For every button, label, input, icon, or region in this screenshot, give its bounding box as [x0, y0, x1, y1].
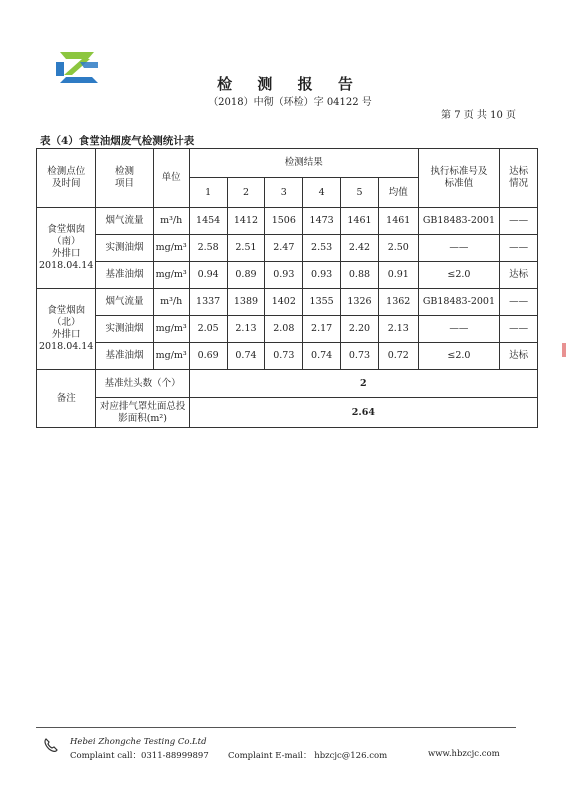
value-cell: 0.89: [227, 262, 265, 289]
table-row: [37, 235, 538, 262]
standard-cell: GB18483-2001: [418, 289, 499, 316]
header-results: 检测结果: [189, 149, 418, 178]
ink-mark: [562, 343, 566, 357]
value-cell: 2.13: [378, 316, 418, 343]
table-row: [37, 289, 538, 316]
table-row: [37, 262, 538, 289]
value-cell: 0.69: [189, 343, 227, 370]
standard-cell: ≤2.0: [418, 343, 499, 370]
value-cell: 2.42: [341, 235, 379, 262]
table-caption: 表（4）食堂油烟废气检测统计表: [40, 135, 195, 147]
item-cell: 烟气流量: [96, 208, 153, 235]
notes-row: [37, 370, 538, 398]
standard-cell: ——: [418, 316, 499, 343]
header-ok: 达标 情况: [500, 149, 538, 208]
header-item: 检测 项目: [96, 149, 153, 208]
value-cell: 0.73: [265, 343, 303, 370]
ok-cell: ——: [500, 316, 538, 343]
standard-cell: ——: [418, 235, 499, 262]
notes-label: 备注: [37, 370, 96, 428]
value-cell: 1337: [189, 289, 227, 316]
footer-complaint-email: Complaint E-mail： hbzcjc@126.com: [228, 751, 388, 761]
standard-cell: GB18483-2001: [418, 208, 499, 235]
table-row: [37, 343, 538, 370]
header-point: 检测点位 及时间: [37, 149, 96, 208]
item-cell: 基准油烟: [96, 343, 153, 370]
value-cell: 2.51: [227, 235, 265, 262]
value-cell: 2.08: [265, 316, 303, 343]
page-number: 第 7 页 共 10 页: [441, 110, 516, 121]
value-cell: 1402: [265, 289, 303, 316]
value-cell: 1412: [227, 208, 265, 235]
ok-cell: 达标: [500, 262, 538, 289]
value-cell: 0.88: [341, 262, 379, 289]
value-cell: 0.72: [378, 343, 418, 370]
value-cell: 2.05: [189, 316, 227, 343]
unit-cell: m³/h: [153, 289, 189, 316]
value-cell: 2.47: [265, 235, 303, 262]
value-cell: 0.74: [227, 343, 265, 370]
header-col: 1: [189, 178, 227, 208]
ok-cell: ——: [500, 289, 538, 316]
item-cell: 实测油烟: [96, 235, 153, 262]
item-cell: 实测油烟: [96, 316, 153, 343]
standard-cell: ≤2.0: [418, 262, 499, 289]
footer-website: www.hbzcjc.com: [428, 749, 500, 759]
unit-cell: mg/m³: [153, 262, 189, 289]
notes-row: [37, 398, 538, 428]
value-cell: 2.50: [378, 235, 418, 262]
value-cell: 0.91: [378, 262, 418, 289]
header-col: 均值: [378, 178, 418, 208]
value-cell: 1326: [341, 289, 379, 316]
report-title: 检 测 报 告: [217, 75, 363, 93]
item-cell: 烟气流量: [96, 289, 153, 316]
header-col: 4: [303, 178, 341, 208]
value-cell: 2.17: [303, 316, 341, 343]
item-cell: 基准油烟: [96, 262, 153, 289]
notes-item: 对应排气罩灶面总投 影面积(m²): [96, 398, 189, 428]
value-cell: 0.94: [189, 262, 227, 289]
value-cell: 0.93: [265, 262, 303, 289]
notes-item: 基准灶头数（个）: [96, 370, 189, 398]
header-col: 5: [341, 178, 379, 208]
value-cell: 2.53: [303, 235, 341, 262]
table-row: [37, 208, 538, 235]
value-cell: 2.20: [341, 316, 379, 343]
footer-complaint-call: Complaint call：0311-88999897: [70, 751, 209, 761]
header-col: 3: [265, 178, 303, 208]
header-standard: 执行标准号及 标准值: [418, 149, 499, 208]
value-cell: 2.58: [189, 235, 227, 262]
header-unit: 单位: [153, 149, 189, 208]
unit-cell: mg/m³: [153, 235, 189, 262]
value-cell: 0.74: [303, 343, 341, 370]
unit-cell: mg/m³: [153, 316, 189, 343]
ok-cell: ——: [500, 208, 538, 235]
value-cell: 1473: [303, 208, 341, 235]
ok-cell: 达标: [500, 343, 538, 370]
notes-value: 2: [189, 370, 537, 398]
value-cell: 0.93: [303, 262, 341, 289]
value-cell: 1461: [341, 208, 379, 235]
value-cell: 1461: [378, 208, 418, 235]
value-cell: 1506: [265, 208, 303, 235]
value-cell: 0.73: [341, 343, 379, 370]
ok-cell: ——: [500, 235, 538, 262]
value-cell: 2.13: [227, 316, 265, 343]
value-cell: 1389: [227, 289, 265, 316]
document-number: （2018）中彻（环检）字 04122 号: [208, 97, 372, 108]
footer-company: Hebei Zhongche Testing Co.Ltd: [70, 737, 207, 747]
oil-fume-table: [36, 148, 538, 428]
point-cell: 食堂烟囱 （北） 外排口 2018.04.14: [37, 289, 96, 370]
notes-value: 2.64: [189, 398, 537, 428]
unit-cell: m³/h: [153, 208, 189, 235]
value-cell: 1362: [378, 289, 418, 316]
phone-icon: [42, 736, 60, 754]
value-cell: 1355: [303, 289, 341, 316]
value-cell: 1454: [189, 208, 227, 235]
footer-divider: [36, 727, 516, 728]
header-col: 2: [227, 178, 265, 208]
point-cell: 食堂烟囱 （南） 外排口 2018.04.14: [37, 208, 96, 289]
table-row: [37, 316, 538, 343]
unit-cell: mg/m³: [153, 343, 189, 370]
